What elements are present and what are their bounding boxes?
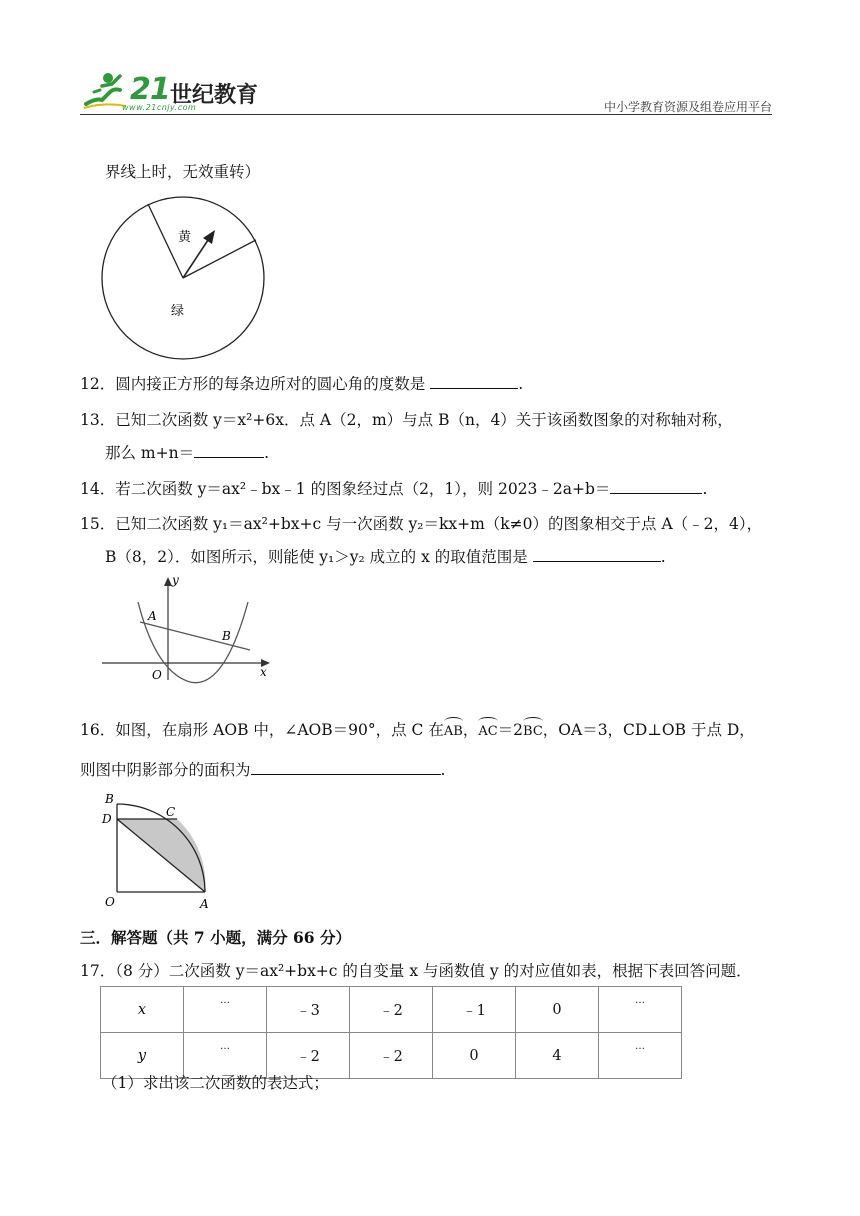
q14-text: 若二次函数 y＝ax²﹣bx﹣1 的图象经过点（2，1），则 2023﹣2a+b＝ xyxy=(115,480,611,498)
q16-arc-ac: AC xyxy=(478,722,497,742)
table-cell: … xyxy=(599,1033,682,1079)
q13-answer-blank[interactable] xyxy=(194,442,264,458)
fig15-label-B: B xyxy=(222,629,231,643)
q14-num: 14． xyxy=(80,480,116,498)
fig15-label-x: x xyxy=(260,665,267,679)
q16-arc-bc: BC xyxy=(523,722,543,742)
platform-name: 中小学教育资源及组卷应用平台 xyxy=(603,100,772,114)
spinner-boundary-2 xyxy=(183,240,256,278)
question-12 xyxy=(80,373,523,394)
table-cell: ﹣1 xyxy=(433,987,516,1033)
q16-l1a: 如图，在扇形 AOB 中，∠AOB＝90°，点 C 在 xyxy=(115,721,444,739)
q16-answer-blank[interactable] xyxy=(251,759,441,775)
question-13-line2 xyxy=(105,442,269,463)
q12-num: 12． xyxy=(80,375,116,393)
label-green: 绿 xyxy=(171,304,185,319)
table-cell: … xyxy=(184,987,267,1033)
table-row xyxy=(101,1033,682,1079)
q15-line1: 已知二次函数 y₁＝ax²+bx+c 与一次函数 y₂＝kx+m（k≠0）的图象相交于点 A（﹣2，4）， xyxy=(115,515,763,533)
fig15-label-A: A xyxy=(148,609,157,623)
q17-sub1: （1）求出该二次函数的表达式； xyxy=(102,1074,329,1092)
question-15-line1 xyxy=(80,514,762,534)
q15-line2: B（8，2）．如图所示，则能使 y₁＞y₂ 成立的 x 的取值范围是 xyxy=(105,548,528,566)
runner-logo-icon xyxy=(80,70,128,110)
q17-value-table xyxy=(100,986,682,1079)
fig15-label-O: O xyxy=(152,668,162,682)
spinner-figure xyxy=(96,190,272,362)
question-16-line2 xyxy=(80,759,445,780)
q14-answer-blank[interactable] xyxy=(610,478,702,494)
fig16-label-D: D xyxy=(102,812,112,826)
q16-line2: 则图中阴影部分的面积为 xyxy=(80,761,251,779)
table-cell: y xyxy=(101,1033,184,1079)
question-13-line1 xyxy=(80,410,733,430)
logo-cn-text: 世纪教育 xyxy=(170,83,259,108)
label-yellow: 黄 xyxy=(178,230,192,245)
table-cell: 0 xyxy=(433,1033,516,1079)
question-15-line2 xyxy=(105,546,666,567)
q13-line1: 已知二次函数 y＝x²+6x．点 A（2，m）与点 B（n，4）关于该函数图象的对称轴对称， xyxy=(115,411,733,429)
q12-text: 圆内接正方形的每条边所对的圆心角的度数是 xyxy=(115,375,426,393)
table-cell: … xyxy=(599,987,682,1033)
fig16-label-C: C xyxy=(166,805,176,819)
pointer-arrow-icon xyxy=(203,230,215,244)
question-17 xyxy=(80,961,752,981)
q16-arc-ab: AB xyxy=(444,722,463,742)
fig15-label-y: y xyxy=(172,573,179,587)
header-divider xyxy=(80,114,772,115)
section-3-heading: 三．解答题（共 7 小题，满分 66 分） xyxy=(80,928,351,947)
fig15-line xyxy=(140,622,250,650)
logo-url-text: www.21cnjy.com xyxy=(122,103,197,112)
fig16-label-A: A xyxy=(200,897,209,911)
q14-end: . xyxy=(702,480,708,498)
figure-15 xyxy=(98,572,278,684)
q11-tail: 界线上时，无效重转） xyxy=(105,163,261,181)
fig16-label-O: O xyxy=(105,895,115,909)
q13-end: . xyxy=(264,444,270,462)
q16-l1d: ，OA＝3，CD⊥OB 于点 D， xyxy=(542,721,755,739)
table-cell: … xyxy=(184,1033,267,1079)
q17-num: 17． xyxy=(80,962,116,980)
q16-l1c: ＝2 xyxy=(497,721,524,739)
question-16-line1 xyxy=(80,720,755,742)
fig15-y-arrow-icon xyxy=(164,577,172,586)
table-cell: ﹣2 xyxy=(350,1033,433,1079)
table-cell: ﹣3 xyxy=(267,987,350,1033)
logo-21-text: 21 xyxy=(130,72,170,107)
q15-num: 15． xyxy=(80,515,116,533)
q13-num: 13． xyxy=(80,411,116,429)
figure-16 xyxy=(98,788,222,912)
q15-answer-blank[interactable] xyxy=(533,546,661,562)
question-14 xyxy=(80,478,707,499)
fig16-label-B: B xyxy=(105,792,114,806)
q12-end: . xyxy=(518,375,524,393)
q16-end: . xyxy=(440,761,446,779)
table-cell: x xyxy=(101,987,184,1033)
table-cell: ﹣2 xyxy=(267,1033,350,1079)
q13-line2: 那么 m+n＝ xyxy=(105,444,195,462)
q15-end: . xyxy=(660,548,666,566)
q16-l1b: ， xyxy=(462,721,479,739)
table-row xyxy=(101,987,682,1033)
q12-answer-blank[interactable] xyxy=(430,373,518,389)
table-cell: 4 xyxy=(516,1033,599,1079)
q17-text: （8 分）二次函数 y＝ax²+bx+c 的自变量 x 与函数值 y 的对应值如表，根据下表回答问题． xyxy=(115,962,752,980)
table-cell: ﹣2 xyxy=(350,987,433,1033)
q16-num: 16． xyxy=(80,721,116,739)
table-cell: 0 xyxy=(516,987,599,1033)
